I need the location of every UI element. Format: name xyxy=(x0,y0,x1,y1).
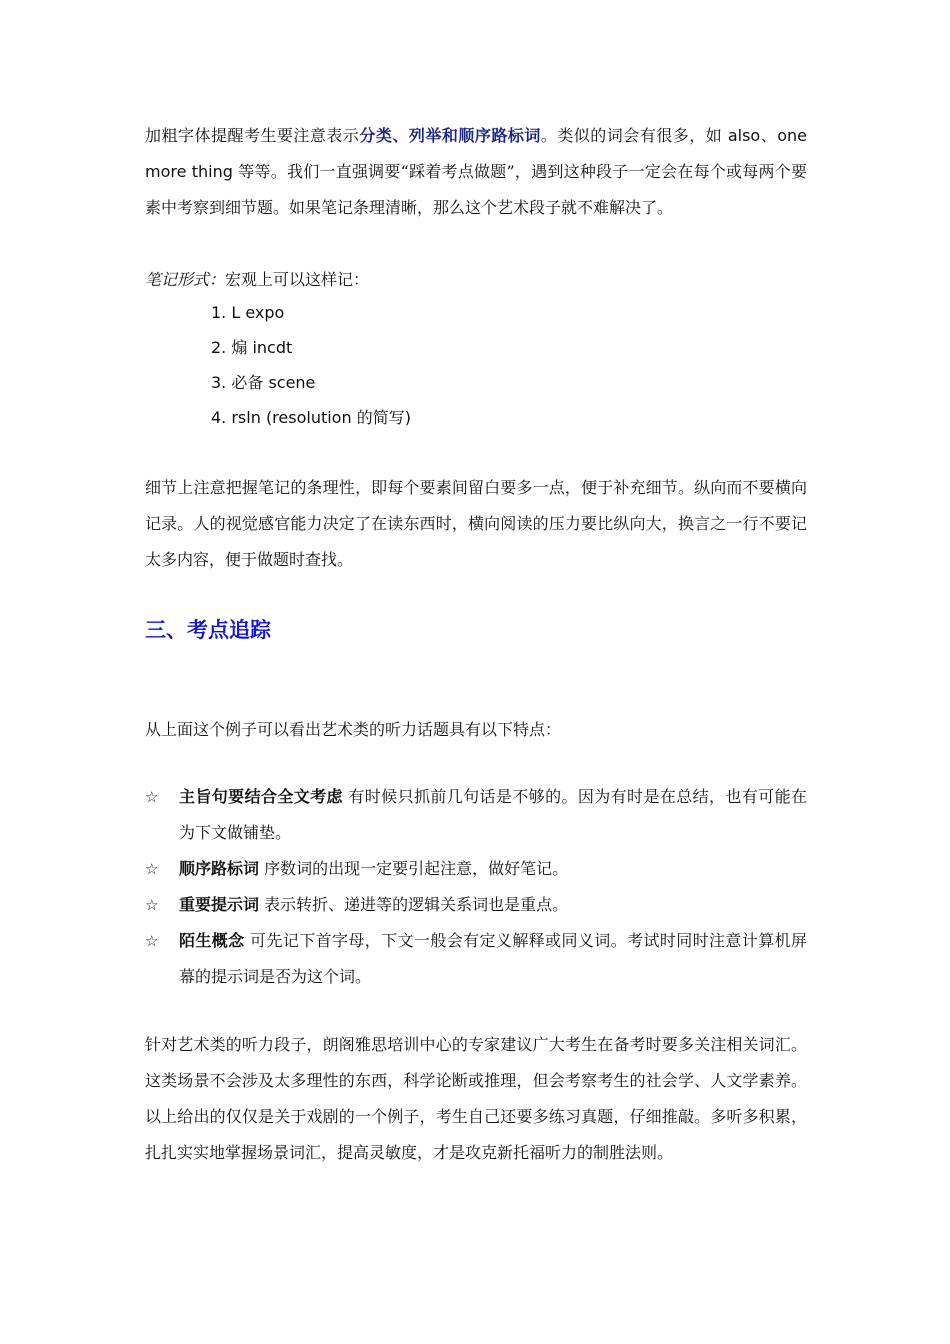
bullet-term: 主旨句要结合全文考虑 xyxy=(179,787,343,806)
list-item xyxy=(145,923,807,995)
bullet-term: 顺序路标词 xyxy=(179,859,260,878)
bullet-term: 陌生概念 xyxy=(179,931,245,950)
list-item: 3. 必备 scene xyxy=(211,373,316,392)
bullet-text: 可先记下首字母，下文一般会有定义解释或同义词。考试时同时注意计算机屏幕的提示词是否为这个词。 xyxy=(179,931,807,986)
para1-en-one-more-thing: one more thing xyxy=(145,126,807,181)
para1-text-c: 、 xyxy=(760,126,778,145)
bullet-text: 表示转折、递进等的逻辑关系词也是重点。 xyxy=(259,895,569,914)
para1-text-a: 加粗字体提醒考生要注意表示 xyxy=(145,126,360,145)
list-item: 4. rsln (resolution 的简写) xyxy=(211,408,411,427)
para1-text-b: 。类似的词会有很多，如 xyxy=(540,126,723,145)
bullet-term: 重要提示词 xyxy=(179,895,260,914)
section-intro: 从上面这个例子可以看出艺术类的听力话题具有以下特点： xyxy=(145,720,562,739)
star-icon: ☆ xyxy=(145,788,159,806)
list-item xyxy=(145,779,807,851)
paragraph-conclusion: 针对艺术类的听力段子，朗阁雅思培训中心的专家建议广大考生在备考时要多关注相关词汇。这类场景不会涉及太多理性的东西，科学论断或推理，但会考察考生的社会学、人文学素养。以上给出的仅仅是关于戏剧的一个例子，考生自己还要多练习真题，仔细推敲。多听多积累，扎扎实实地掌握场景词汇，提高灵敏度，才是攻克新托福听力的制胜法则。 xyxy=(145,1035,807,1162)
list-item: 2. 煽 incdt xyxy=(211,338,293,357)
list-item xyxy=(145,887,807,923)
paragraph-signpost-words xyxy=(145,118,807,226)
notes-label: 笔记形式： xyxy=(145,270,226,289)
star-icon: ☆ xyxy=(145,896,159,914)
para1-text-d: 等等。我们一直强调要“踩着考点做题”，遇到这种段子一定会在每个或每两个要素中考察到细节题。如果笔记条理清晰，那么这个艺术段子就不难解决了。 xyxy=(145,162,808,217)
notes-intro xyxy=(145,262,807,298)
notes-text: 宏观上可以这样记： xyxy=(225,270,370,289)
highlight-signpost-words: 分类、列举和顺序路标词 xyxy=(359,126,541,145)
list-item: 1. L expo xyxy=(211,303,285,322)
feature-list xyxy=(145,779,807,995)
bullet-text: 有时候只抓前几句话是不够的。因为有时是在总结，也有可能在为下文做铺垫。 xyxy=(179,787,807,842)
list-item xyxy=(145,851,807,887)
star-icon: ☆ xyxy=(145,932,159,950)
star-icon: ☆ xyxy=(145,860,159,878)
para1-en-also: also xyxy=(722,126,761,145)
notes-list xyxy=(211,295,771,435)
bullet-text: 序数词的出现一定要引起注意，做好笔记。 xyxy=(259,859,569,878)
paragraph-note-details: 细节上注意把握笔记的条理性，即每个要素间留白要多一点，便于补充细节。纵向而不要横向记录。人的视觉感官能力决定了在读东西时，横向阅读的压力要比纵向大，换言之一行不要记太多内容，便于做题时查找。 xyxy=(145,478,807,569)
section-heading: 三、考点追踪 xyxy=(145,618,271,642)
